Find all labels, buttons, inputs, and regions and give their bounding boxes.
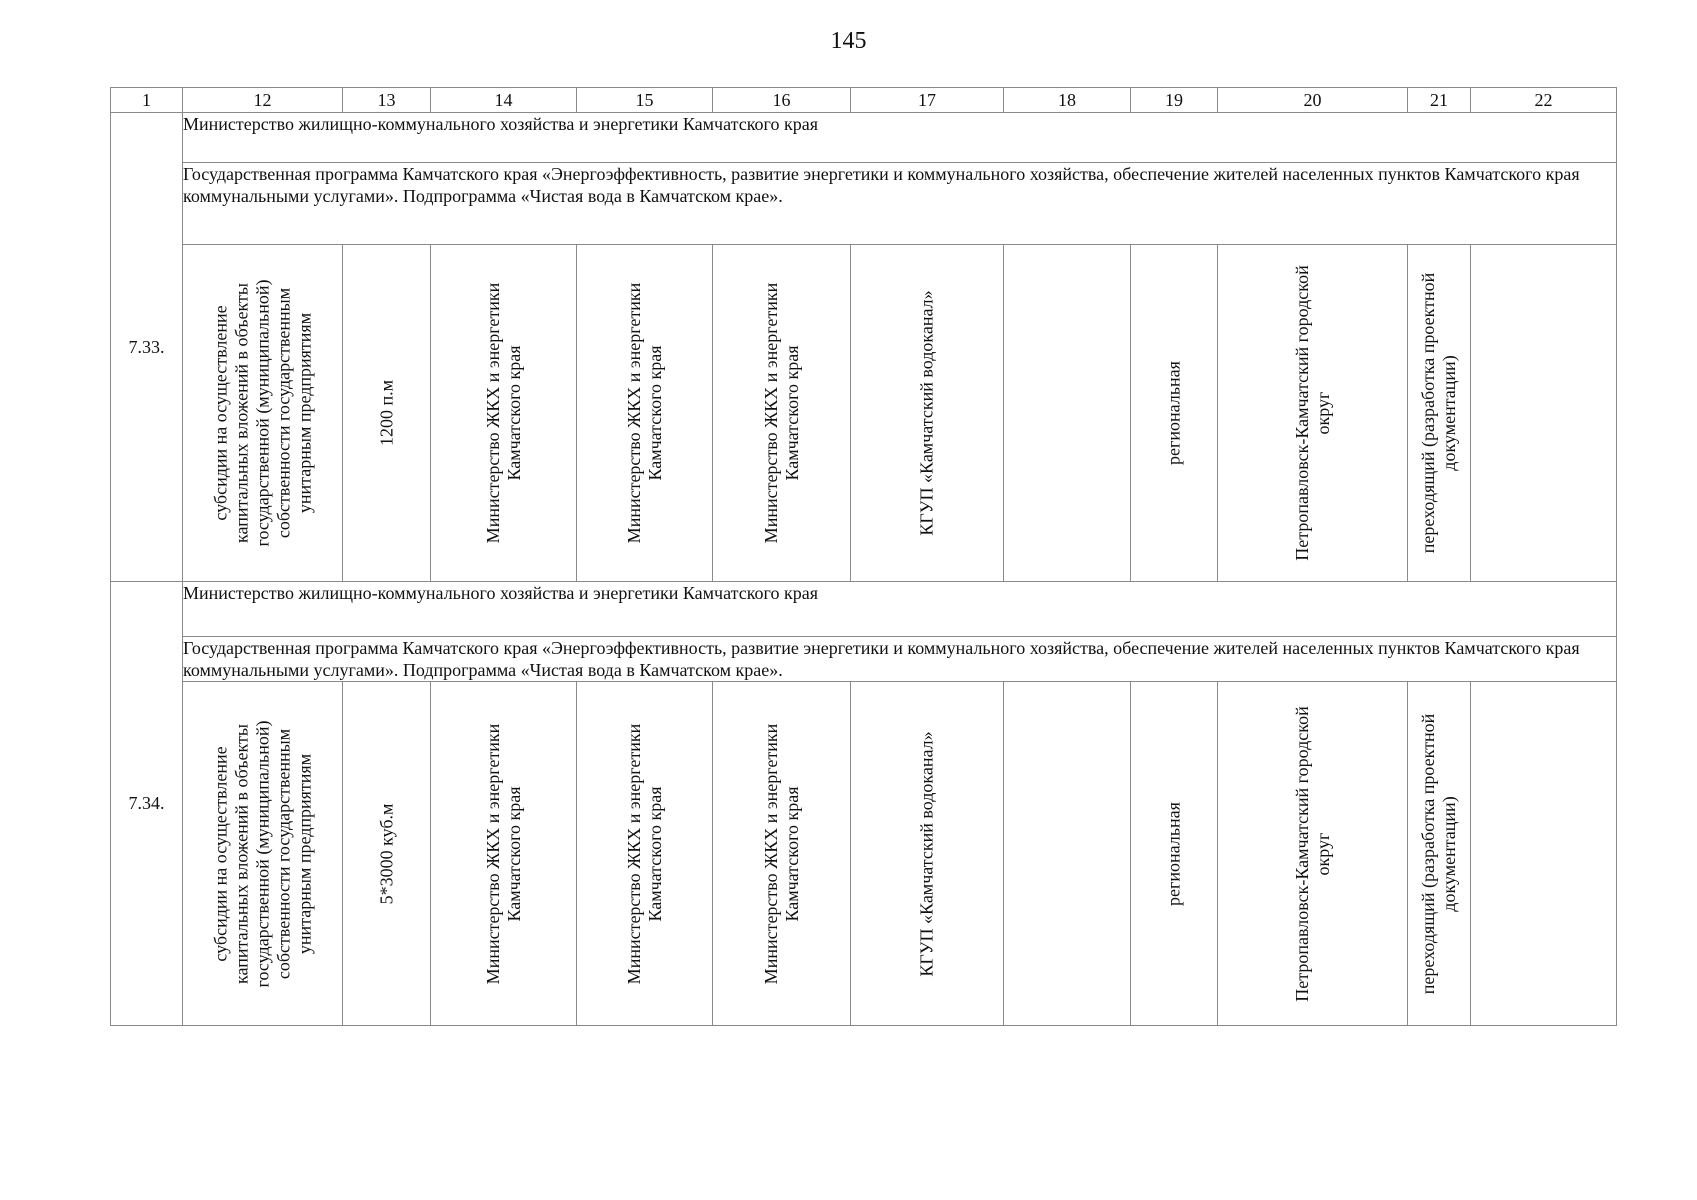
ministry-cell: Министерство жилищно-коммунального хозяйства и энергетики Камчатского края <box>183 582 1617 637</box>
table-row <box>111 163 1617 245</box>
column-header: 21 <box>1408 88 1471 113</box>
capacity-text: 5*3000 куб.м <box>376 803 396 904</box>
ministry-short-cell <box>431 682 577 1026</box>
table-row <box>111 637 1617 682</box>
municipality-text: Петропавловск-Камчатский городской округ <box>1291 265 1333 561</box>
table-row <box>111 582 1617 637</box>
ministry-short-cell <box>713 245 851 582</box>
table-row <box>111 113 1617 163</box>
subsidy-type-text: субсидии на осуществление капитальных вложений в объекты государственной (муниципальной) собственности государственным унитарным предприятиям <box>210 279 314 547</box>
enterprise-text: КГУП «Камчатский водоканал» <box>916 730 937 977</box>
level-cell <box>1131 245 1218 582</box>
row-number: 7.33. <box>111 113 183 582</box>
column-header: 18 <box>1004 88 1131 113</box>
level-text: региональная <box>1163 361 1184 465</box>
column-header-row <box>111 88 1617 113</box>
enterprise-cell <box>851 245 1004 582</box>
column-header: 20 <box>1218 88 1408 113</box>
budget-table <box>110 87 1617 1026</box>
row-number: 7.34. <box>111 582 183 1026</box>
municipality-cell <box>1218 682 1408 1026</box>
column-header: 19 <box>1131 88 1218 113</box>
table-row <box>111 245 1617 582</box>
table-row <box>111 682 1617 1026</box>
ministry-short-text: Министерство ЖКХ и энергетики Камчатского края <box>760 282 802 544</box>
enterprise-text: КГУП «Камчатский водоканал» <box>916 290 937 536</box>
subsidy-type-text: субсидии на осуществление капитальных вложений в объекты государственной (муниципальной) собственности государственным унитарным предприятиям <box>210 720 314 987</box>
enterprise-cell <box>851 682 1004 1026</box>
ministry-short-text: Министерство ЖКХ и энергетики Камчатского края <box>623 282 665 544</box>
ministry-short-text: Министерство ЖКХ и энергетики Камчатского края <box>482 723 524 984</box>
municipality-text: Петропавловск-Камчатский городской округ <box>1291 705 1333 1002</box>
capacity-cell <box>343 245 431 582</box>
empty-cell <box>1471 245 1617 582</box>
empty-cell <box>1004 245 1131 582</box>
ministry-short-cell <box>577 245 713 582</box>
column-header: 13 <box>343 88 431 113</box>
ministry-short-cell <box>713 682 851 1026</box>
status-cell <box>1408 245 1471 582</box>
level-cell <box>1131 682 1218 1026</box>
column-header: 1 <box>111 88 183 113</box>
program-cell: Государственная программа Камчатского края «Энергоэффективность, развитие энергетики и коммунального хозяйства, обеспечение жителей населенных пунктов Камчатского края коммунальными услугами». Подпрограмма «Чистая вода в Камчатском крае». <box>183 163 1617 245</box>
ministry-short-cell <box>577 682 713 1026</box>
program-cell: Государственная программа Камчатского края «Энергоэффективность, развитие энергетики и коммунального хозяйства, обеспечение жителей населенных пунктов Камчатского края коммунальными услугами». Подпрограмма «Чистая вода в Камчатском крае». <box>183 637 1617 682</box>
ministry-short-text: Министерство ЖКХ и энергетики Камчатского края <box>760 723 802 984</box>
column-header: 22 <box>1471 88 1617 113</box>
empty-cell <box>1471 682 1617 1026</box>
municipality-cell <box>1218 245 1408 582</box>
capacity-cell <box>343 682 431 1026</box>
column-header: 16 <box>713 88 851 113</box>
column-header: 12 <box>183 88 343 113</box>
status-text: переходящий (разработка проектной документации) <box>1418 272 1459 554</box>
column-header: 15 <box>577 88 713 113</box>
level-text: региональная <box>1163 801 1184 906</box>
ministry-short-cell <box>431 245 577 582</box>
capacity-text: 1200 п.м <box>376 379 396 447</box>
ministry-short-text: Министерство ЖКХ и энергетики Камчатского края <box>482 282 524 544</box>
status-cell <box>1408 682 1471 1026</box>
ministry-short-text: Министерство ЖКХ и энергетики Камчатского края <box>623 723 665 984</box>
page-number: 145 <box>830 28 867 54</box>
column-header: 17 <box>851 88 1004 113</box>
ministry-cell: Министерство жилищно-коммунального хозяйства и энергетики Камчатского края <box>183 113 1617 163</box>
column-header: 14 <box>431 88 577 113</box>
status-text: переходящий (разработка проектной документации) <box>1418 713 1459 994</box>
empty-cell <box>1004 682 1131 1026</box>
subsidy-type-cell <box>183 245 343 582</box>
subsidy-type-cell <box>183 682 343 1026</box>
